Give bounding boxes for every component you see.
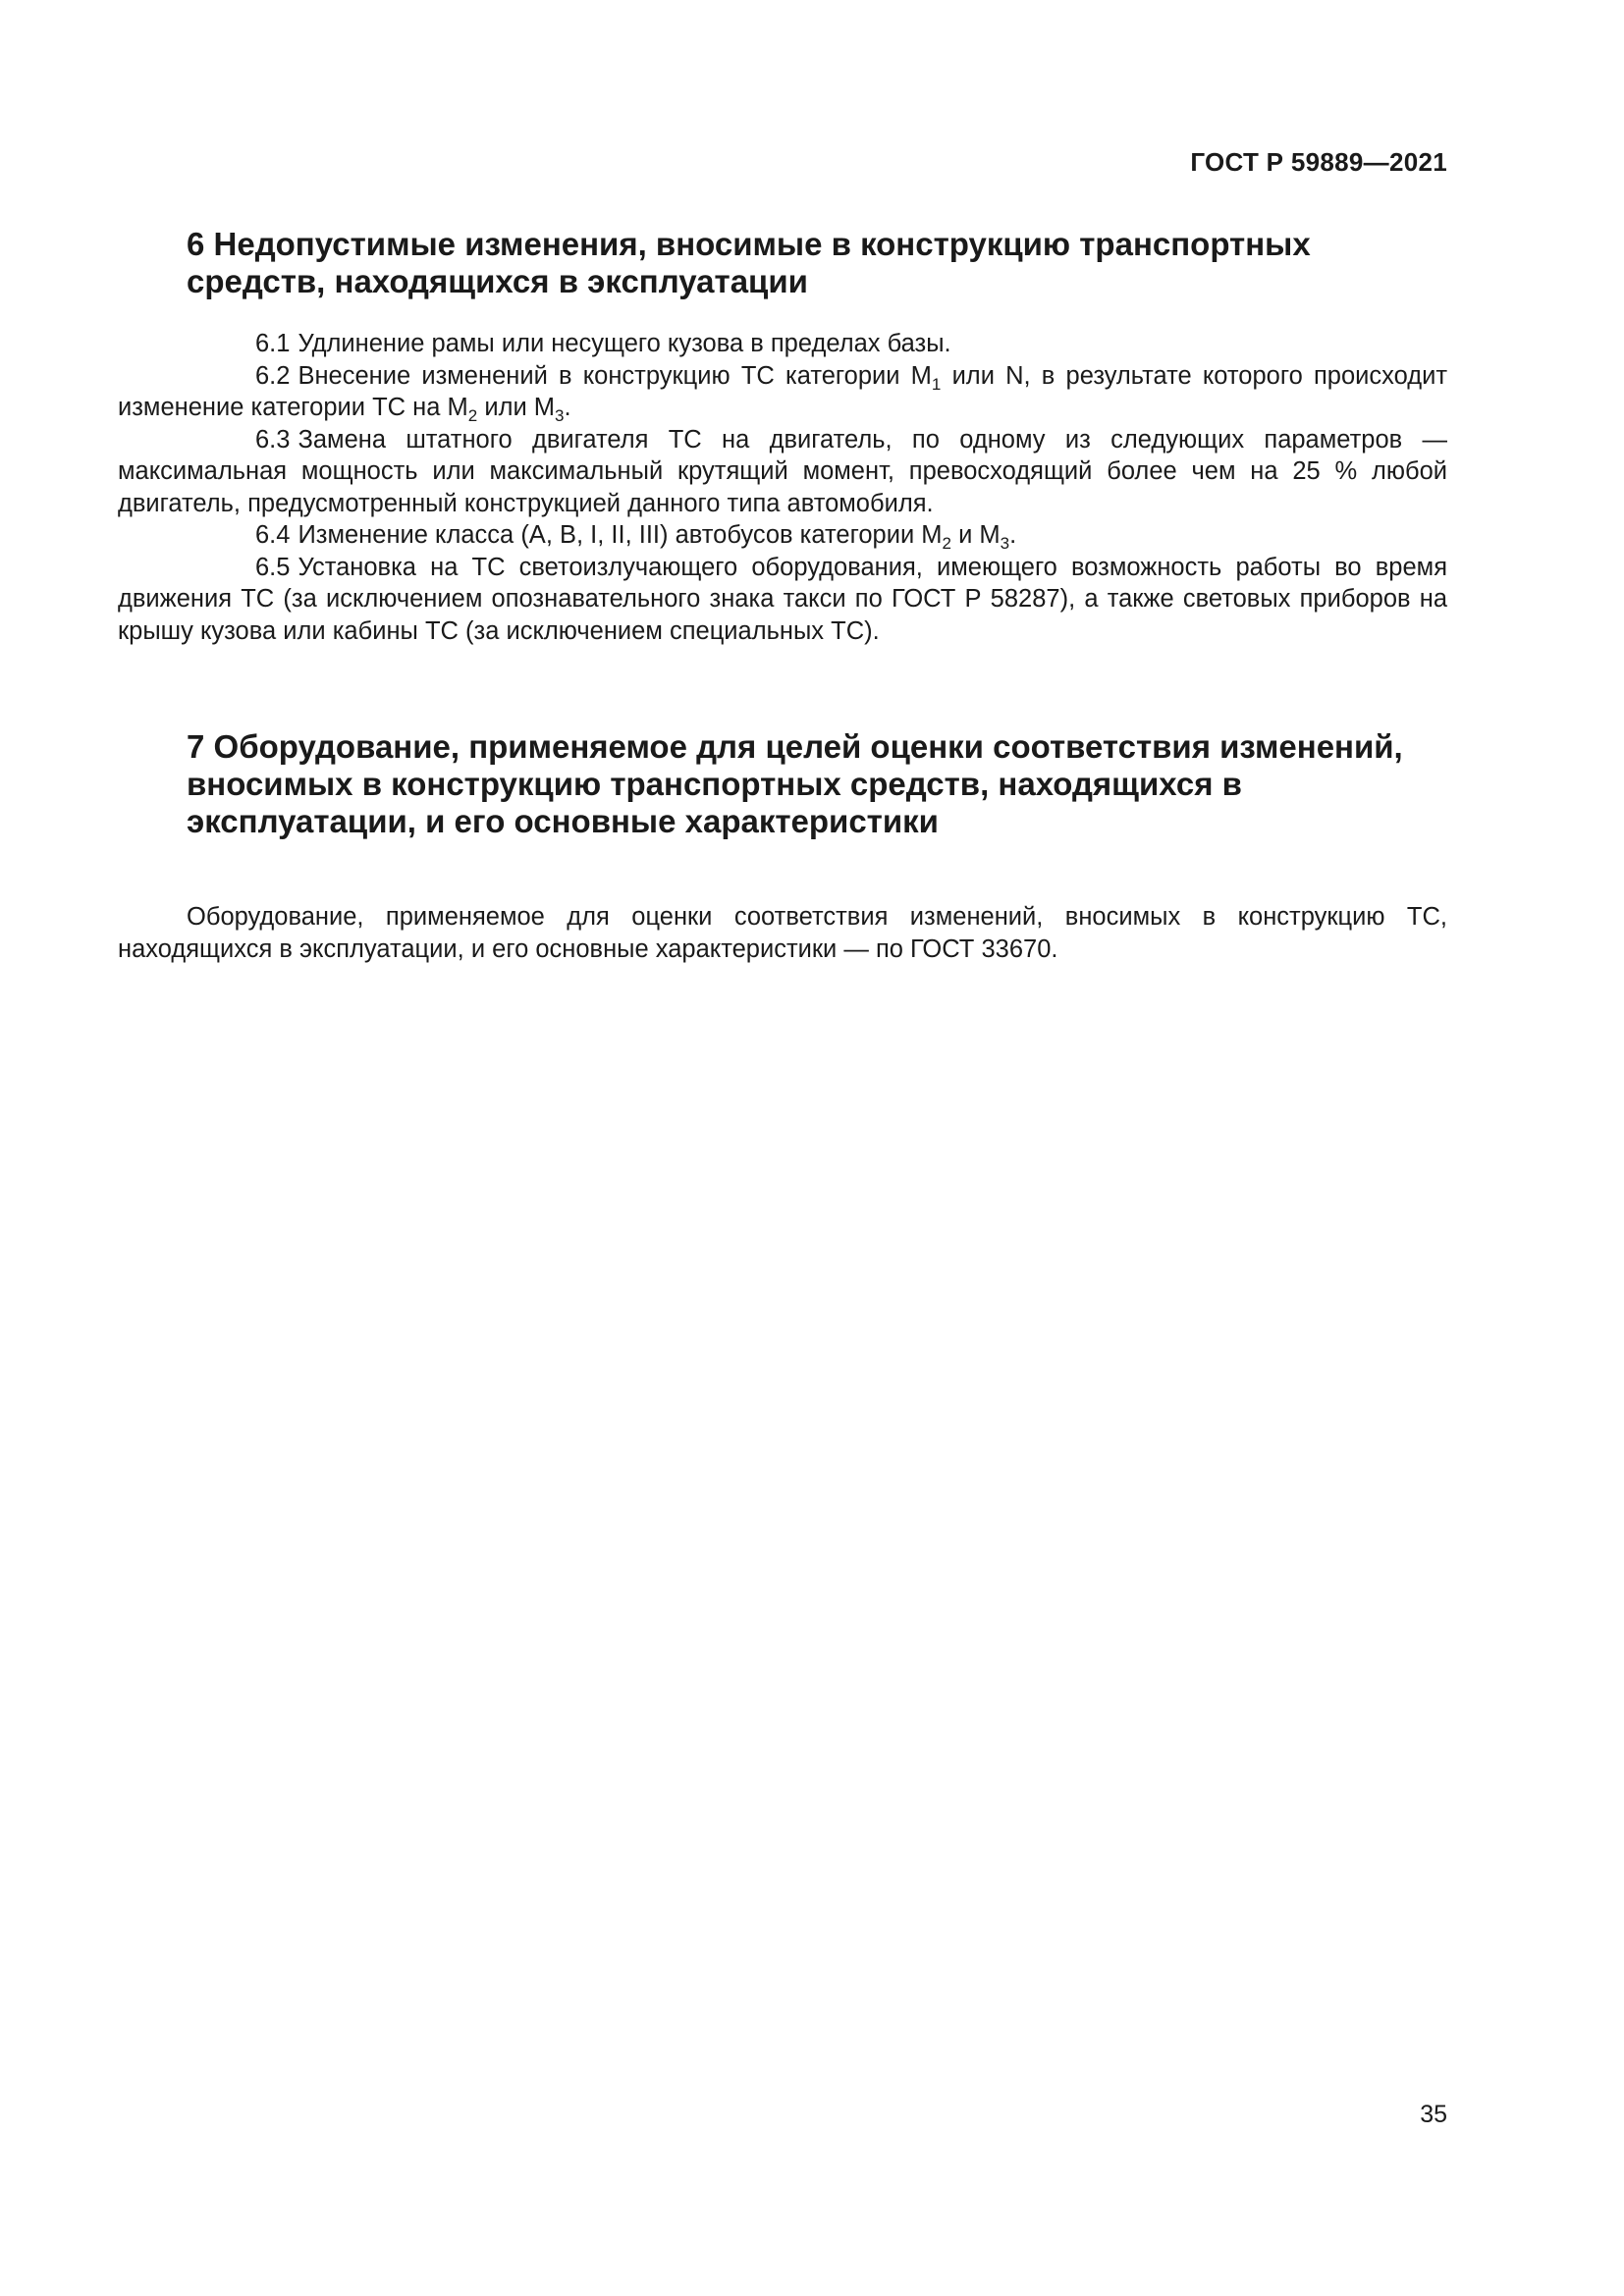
- item-text: Внесение изменений в конструкцию ТС категории М: [298, 361, 932, 390]
- item-number: 6.1: [255, 330, 291, 357]
- subscript: 3: [555, 406, 565, 425]
- item-text: Изменение класса (А, В, I, II, III) автобусов категории М: [298, 521, 943, 549]
- section-6-heading: 6 Недопустимые изменения, вносимые в конструкцию транспортных средств, находящихся в эксплуатации: [187, 226, 1311, 299]
- item-6-5: [118, 552, 1447, 648]
- section-7-paragraph: Оборудование, применяемое для оценки соответствия изменений, вносимых в конструкцию ТС, находящихся в эксплуатации, и его основные характеристики — по ГОСТ 33670.: [118, 903, 1447, 963]
- item-text: .: [1009, 521, 1017, 549]
- item-number: 6.4: [255, 521, 291, 549]
- item-6-1: [118, 328, 1447, 360]
- item-text: или N, в результате которого происходит изменение категории ТС на М: [118, 361, 1448, 421]
- subscript: 3: [1000, 534, 1010, 553]
- section-7-heading: 7 Оборудование, применяемое для целей оценки соответствия изменений, вносимых в конструкцию транспортных средств, находящихся в эксплуатации, и его основные характеристики: [187, 728, 1403, 839]
- document-code: ГОСТ Р 59889—2021: [1190, 147, 1447, 177]
- item-text: Замена штатного двигателя ТС на двигатель, по одному из следующих параметров — максимальная мощность или максимальный крутящий момент, превосходящий более чем на 25 % любой двигатель, предусмотренный конструкцией данного типа автомобиля.: [118, 425, 1447, 517]
- subscript: 2: [942, 534, 951, 553]
- item-text: .: [564, 394, 571, 421]
- item-6-2: [118, 360, 1447, 424]
- item-number: 6.2: [255, 361, 291, 390]
- subscript: 1: [931, 374, 942, 394]
- item-text: и М: [951, 521, 1001, 549]
- item-6-3: [118, 424, 1447, 520]
- item-number: 6.3: [255, 425, 291, 454]
- section-7-body: [118, 901, 1447, 965]
- item-number: 6.5: [255, 553, 291, 581]
- subscript: 2: [467, 406, 478, 425]
- item-text: Установка на ТС светоизлучающего оборудования, имеющего возможность работы во время движения ТС (за исключением опознавательного знака такси по ГОСТ Р 58287), а также световых приборов на крышу кузова или кабины ТС (за исключением специальных ТС).: [118, 553, 1447, 645]
- item-text: Удлинение рамы или несущего кузова в пределах базы.: [298, 330, 951, 357]
- item-text: или М: [477, 394, 556, 421]
- section-6-body: [118, 328, 1447, 647]
- page-number: 35: [1420, 2101, 1447, 2128]
- item-6-4: [118, 519, 1447, 552]
